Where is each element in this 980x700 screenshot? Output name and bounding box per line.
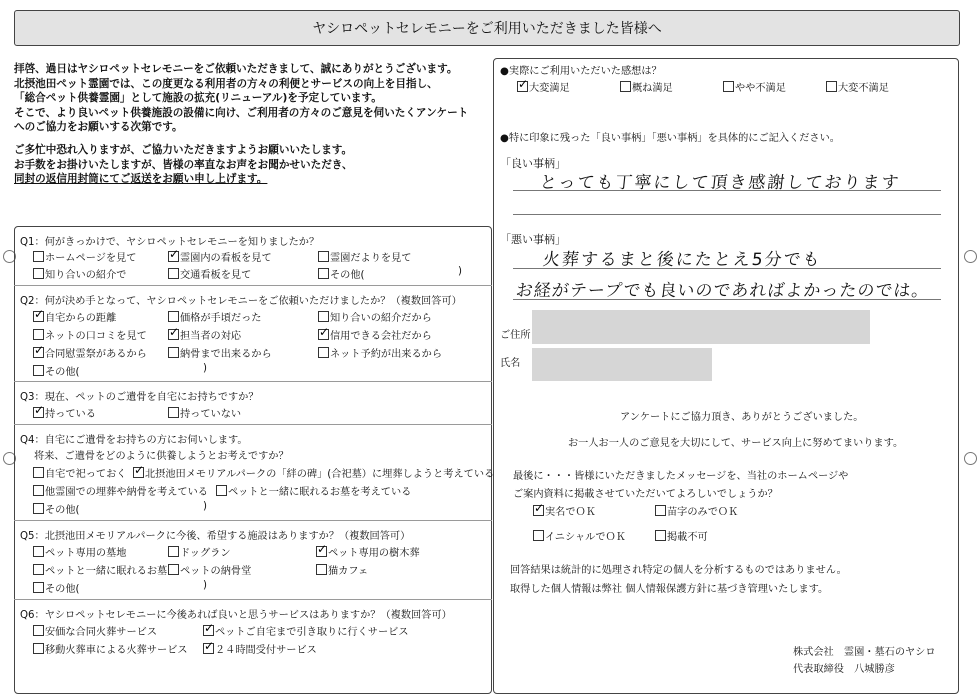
q2-option-price[interactable]: 価格が手頃だった — [168, 309, 262, 324]
checkbox[interactable] — [533, 530, 544, 541]
q4-other-close-paren: ) — [203, 501, 207, 512]
checkbox-checked[interactable] — [168, 329, 179, 340]
writing-line — [513, 299, 941, 300]
publish-option-decline[interactable]: 掲載不可 — [655, 528, 708, 543]
intro-line: 拝啓、過日はヤシロペットセレモニーをご依頼いただきまして、誠にありがとうございます。 — [14, 63, 458, 75]
q6-option-cheap-cremation[interactable]: 安価な合同火葬サービス — [33, 623, 157, 638]
q5-option-shared-grave[interactable]: ペットと一緒に眠れるお墓 — [33, 562, 167, 577]
checkbox-checked[interactable] — [33, 311, 44, 322]
q5-option-cat-cafe[interactable]: 猫カフェ — [316, 562, 368, 577]
divider — [14, 424, 492, 425]
page-title: ヤシロペットセレモニーをご利用いただきました皆様へ — [14, 10, 960, 46]
q3-question: Q3：現在、ペットのご遺骨を自宅にお持ちですか？ — [20, 392, 259, 403]
q6-question: Q6：ヤシロペットセレモニーに今後あれば良いと思うサービスはありますか？（複数回答可） — [20, 610, 452, 621]
checkbox[interactable] — [620, 81, 631, 92]
checkbox[interactable] — [168, 268, 179, 279]
checkbox[interactable] — [168, 407, 179, 418]
q2-option-staff[interactable]: ✓ 担当者の対応 — [168, 327, 241, 342]
checkbox[interactable] — [318, 311, 329, 322]
q6-option-24h[interactable]: ✓ ２４時間受付サービス — [203, 641, 317, 656]
checkbox[interactable] — [33, 503, 44, 514]
checkbox[interactable] — [168, 347, 179, 358]
impression-somewhat-dissatisfied[interactable]: やや不満足 — [723, 79, 786, 94]
writing-line — [513, 190, 941, 191]
checkbox[interactable] — [33, 582, 44, 593]
q1-other-close-paren: ) — [458, 266, 462, 277]
publish-option-real-name[interactable]: ✓実名でＯＫ — [533, 503, 596, 518]
impression-very-dissatisfied[interactable]: 大変不満足 — [826, 79, 889, 94]
checkbox[interactable] — [33, 564, 44, 575]
q2-option-memorial[interactable]: ✓合同慰霊祭があるから — [33, 345, 147, 360]
q2-option-other[interactable]: その他( — [33, 363, 80, 378]
q2-option-reviews[interactable]: ネットの口コミを見て — [33, 327, 147, 342]
q6-option-home-pickup[interactable]: ✓ ペットご自宅まで引き取りに行くサービス — [203, 623, 409, 638]
checkbox[interactable] — [33, 268, 44, 279]
publish-line-2: ご案内資料に掲載させていただいてよろしいでしょうか？ — [513, 489, 778, 500]
checkbox[interactable] — [826, 81, 837, 92]
checkbox-checked[interactable] — [168, 251, 179, 262]
q2-option-online[interactable]: ネット予約が出来るから — [318, 345, 442, 360]
q4-option-other[interactable]: その他( — [33, 501, 80, 516]
checkbox[interactable] — [33, 329, 44, 340]
checkbox[interactable] — [168, 546, 179, 557]
intro-line: へのご協力をお願いする次第です。 — [14, 121, 183, 134]
q1-option-newsletter[interactable]: 霊園だよりを見て — [318, 249, 412, 264]
company-representative: 代表取締役 八城勝彦 — [793, 664, 895, 675]
q5-option-pet-cemetery[interactable]: ペット専用の墓地 — [33, 544, 127, 559]
checkbox-checked[interactable] — [33, 407, 44, 418]
checkbox[interactable] — [216, 485, 227, 496]
q5-other-close-paren: ) — [203, 580, 207, 591]
checkbox[interactable] — [723, 81, 734, 92]
divider — [14, 285, 492, 286]
q4-option-other-cemetery[interactable]: 他霊園での埋葬や納骨を考えている — [33, 483, 208, 498]
q1-option-signboard[interactable]: ✓ 霊園内の看板を見て — [168, 249, 272, 264]
note-line-1: 回答結果は統計的に処理され特定の個人を分析するものではありません。 — [510, 565, 847, 576]
address-redacted — [532, 310, 870, 344]
intro-line: 「総合ペット供養霊園」として施設の拡充(リニューアル)を予定しています。 — [14, 92, 382, 105]
checkbox[interactable] — [655, 505, 666, 516]
checkbox[interactable] — [316, 564, 327, 575]
q5-option-dog-run[interactable]: ドッグラン — [168, 544, 231, 559]
checkbox[interactable] — [33, 365, 44, 376]
checkbox-checked[interactable] — [533, 505, 544, 516]
q2-option-interment[interactable]: 納骨まで出来るから — [168, 345, 272, 360]
checkbox[interactable] — [33, 485, 44, 496]
checkbox[interactable] — [318, 268, 329, 279]
checkbox-checked[interactable] — [318, 329, 329, 340]
q2-other-close-paren: ) — [203, 363, 207, 374]
thanks-line-2: お一人お一人のご意見を大切にして、サービス向上に努めてまいります。 — [568, 438, 904, 449]
name-label: 氏名 — [500, 358, 521, 369]
checkbox-checked[interactable] — [33, 347, 44, 358]
q4-question: Q4：自宅にご遺骨をお持ちの方にお伺いします。 — [20, 435, 248, 446]
good-events-handwriting: とっても丁寧にして頂き感謝しております — [538, 173, 902, 193]
checkbox-checked[interactable] — [517, 81, 528, 92]
checkbox[interactable] — [168, 311, 179, 322]
impression-very-satisfied[interactable]: ✓大変満足 — [517, 79, 570, 94]
q1-option-traffic-sign[interactable]: 交通看板を見て — [168, 266, 251, 281]
q4-option-home[interactable]: 自宅で祀っておく — [33, 465, 127, 480]
checkbox[interactable] — [33, 625, 44, 636]
intro-text — [14, 62, 489, 187]
q1-option-referral[interactable]: 知り合いの紹介で — [33, 266, 127, 281]
q2-option-trust[interactable]: ✓ 信用できる会社だから — [318, 327, 432, 342]
events-question: ●特に印象に残った「良い事柄」「悪い事柄」を具体的にご記入ください。 — [500, 133, 840, 144]
q4-option-kizuna[interactable]: ✓ 北摂池田メモリアルパークの「絆の碑」(合祀墓）に埋葬しようと考えている — [133, 465, 494, 480]
q5-option-ossuary[interactable]: ペットの納骨堂 — [168, 562, 251, 577]
checkbox[interactable] — [318, 347, 329, 358]
checkbox[interactable] — [33, 546, 44, 557]
q1-option-other[interactable]: その他( — [318, 266, 365, 281]
q1-question: Q1：何がきっかけで、ヤシロペットセレモニーを知りましたか？ — [20, 237, 320, 248]
checkbox[interactable] — [655, 530, 666, 541]
divider — [14, 520, 492, 521]
writing-line — [513, 268, 941, 269]
q5-question: Q5：北摂池田メモリアルパークに今後、希望する施設はありますか？（複数回答可） — [20, 531, 411, 542]
checkbox[interactable] — [318, 251, 329, 262]
good-events-label: 「良い事柄」 — [500, 157, 566, 170]
q2-question: Q2：何が決め手となって、ヤシロペットセレモニーをご依頼いただけましたか？（複数回答可） — [20, 296, 462, 307]
q3-option-not-have[interactable]: 持っていない — [168, 405, 241, 420]
writing-line — [513, 214, 941, 215]
checkbox-checked[interactable] — [203, 625, 214, 636]
publish-line-1: 最後に・・・皆様にいただきましたメッセージを、当社のホームページや — [513, 471, 849, 482]
note-line-2: 取得した個人情報は弊社 個人情報保護方針に基づき管理いたします。 — [510, 584, 829, 595]
checkbox[interactable] — [33, 251, 44, 262]
name-redacted — [532, 348, 712, 381]
intro-line: ご多忙中恐れ入りますが、ご協力いただきますようお願いいたします。 — [14, 143, 353, 156]
q2-option-referral[interactable]: 知り合いの紹介だから — [318, 309, 432, 324]
q4-subquestion: 将来、ご遺骨をどのように供養しようとお考えですか？ — [34, 451, 289, 462]
intro-line-underlined: 同封の返信用封筒にてご返送をお願い申し上げます。 — [14, 173, 268, 186]
q5-option-tree-burial[interactable]: ✓ ペット専用の樹木葬 — [316, 544, 420, 559]
company-name: 株式会社 霊園・墓石のヤシロ — [793, 647, 936, 658]
impression-question: ●実際にご利用いただいた感想は？ — [500, 66, 662, 77]
bad-events-label: 「悪い事柄」 — [500, 233, 566, 246]
q5-option-other[interactable]: その他( — [33, 580, 80, 595]
intro-line: 北摂池田ペット霊園では、この度更なる利用者の方々の利便とサービスの向上を目指し、 — [14, 77, 438, 90]
q4-option-shared-grave[interactable]: ペットと一緒に眠れるお墓を考えている — [216, 483, 411, 498]
intro-line: そこで、より良いペット供養施設の設備に向け、ご利用者の方々のご意見を伺いたくアンケート — [14, 106, 469, 119]
bad-events-handwriting-line1: 火葬するまと後にたとえ5分でも — [541, 250, 823, 270]
address-label: ご住所 — [500, 330, 531, 341]
checkbox[interactable] — [33, 467, 44, 478]
q1-option-homepage[interactable]: ホームページを見て — [33, 249, 136, 264]
checkbox-checked[interactable] — [203, 643, 214, 654]
impression-mostly-satisfied[interactable]: 概ね満足 — [620, 79, 673, 94]
punch-hole-right-bottom — [964, 452, 977, 465]
intro-line: お手数をお掛けいたしますが、皆様の率直なお声をお聞かせいただき、 — [14, 158, 353, 171]
thanks-line-1: アンケートにご協力頂き、ありがとうございました。 — [620, 412, 864, 423]
q3-option-have[interactable]: ✓持っている — [33, 405, 96, 420]
bad-events-handwriting-line2: お経がテープでも良いのであればよかったのでは。 — [514, 281, 931, 301]
divider — [14, 381, 492, 382]
checkbox-checked[interactable] — [133, 467, 144, 478]
punch-hole-right-top — [964, 250, 977, 263]
divider — [14, 599, 492, 600]
checkbox[interactable] — [33, 643, 44, 654]
q2-option-distance[interactable]: ✓自宅からの距離 — [33, 309, 116, 324]
q6-option-mobile-cremation[interactable]: 移動火葬車による火葬サービス — [33, 641, 188, 656]
publish-option-surname[interactable]: 苗字のみでＯＫ — [655, 503, 738, 518]
checkbox-checked[interactable] — [316, 546, 327, 557]
checkbox[interactable] — [168, 564, 179, 575]
publish-option-initials[interactable]: イニシャルでＯＫ — [533, 528, 626, 543]
